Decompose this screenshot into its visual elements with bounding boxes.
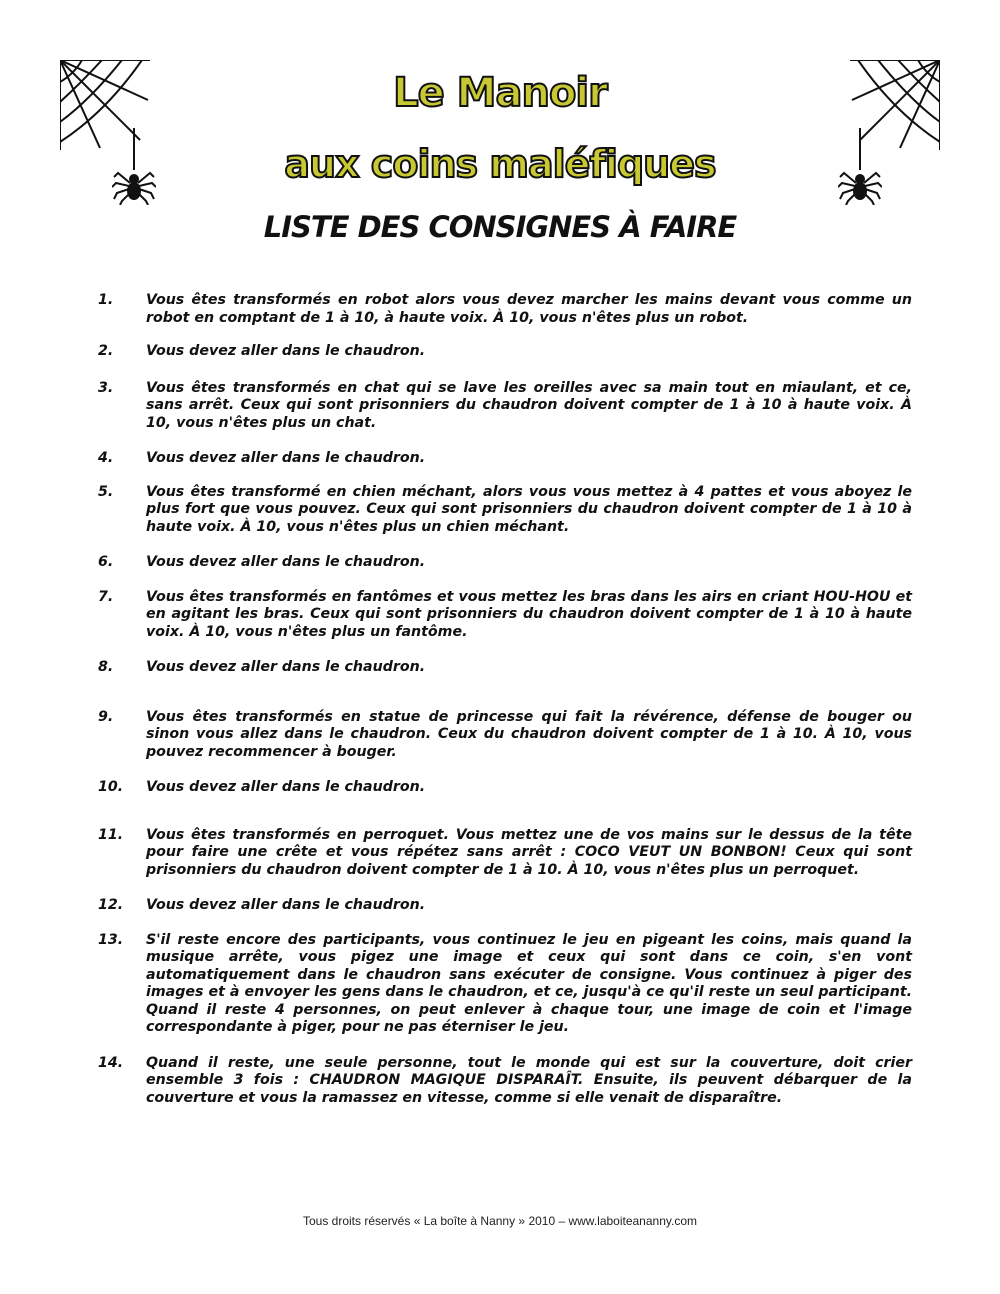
instruction-item-13: [98, 932, 912, 1037]
instruction-item-2: [98, 343, 912, 361]
instruction-item-6: [98, 554, 912, 572]
item-text: Vous devez aller dans le chaudron.: [146, 659, 426, 675]
item-number: 7.: [98, 588, 114, 605]
instruction-item-11: [98, 827, 912, 880]
page-subtitle: LISTE DES CONSIGNES À FAIRE: [263, 210, 737, 244]
item-number: 8.: [98, 659, 114, 675]
item-text: Vous êtes transformés en fantômes et vous mettez les bras dans les airs en criant HOU-HOU et en agitant les bras. Ceux qui sont prisonniers du chaudron doivent compter de 1 à 10 à haute voix. À 10, vous n'êtes plus un fantôme.: [146, 588, 912, 640]
instruction-list: [98, 292, 912, 1107]
item-number: 14.: [98, 1054, 124, 1071]
item-number: 3.: [98, 379, 114, 396]
title-line-1: Le Manoir: [393, 70, 607, 116]
title-line-2: aux coins maléfiques: [284, 142, 716, 186]
item-text: Vous devez aller dans le chaudron.: [146, 897, 426, 913]
item-number: 13.: [98, 931, 124, 948]
item-number: 2.: [98, 343, 114, 359]
item-number: 10.: [98, 779, 124, 795]
footer-copyright: Tous droits réservés « La boîte à Nanny » 2010 – www.laboiteananny.com: [302, 1214, 697, 1228]
instruction-item-14: [98, 1055, 912, 1108]
item-text: Vous êtes transformés en statue de princesse qui fait la révérence, défense de bouger ou sinon vous allez dans le chaudron. Ceux du chaudron doivent compter de 1 à 10. À 10, vous pouvez recommencer à bouger.: [146, 708, 912, 760]
item-text: Vous devez aller dans le chaudron.: [146, 343, 426, 359]
instruction-item-9: [98, 709, 912, 762]
item-number: 11.: [98, 826, 124, 843]
item-number: 12.: [98, 897, 124, 913]
instruction-item-4: [98, 450, 912, 468]
item-number: 9.: [98, 708, 114, 725]
item-number: 6.: [98, 554, 114, 570]
item-text: Vous devez aller dans le chaudron.: [146, 450, 426, 466]
instruction-item-1: [98, 292, 912, 327]
item-text: Vous devez aller dans le chaudron.: [146, 554, 426, 570]
item-text: Vous êtes transformés en chat qui se lave les oreilles avec sa main tout en miaulant, et ce, sans arrêt. Ceux qui sont prisonniers du chaudron doivent compter de 1 à 10 à haute voix. À 10, vous n'êtes plus un chat.: [146, 379, 912, 431]
item-number: 4.: [98, 450, 114, 466]
item-text: Vous êtes transformé en chien méchant, alors vous vous mettez à 4 pattes et vous aboyez le plus fort que vous pouvez. Ceux qui sont prisonniers du chaudron doivent compter de 1 à 10 à haute voix. À 10, vous n'êtes plus un chien méchant.: [146, 483, 912, 535]
instruction-item-10: [98, 779, 912, 797]
item-text: Quand il reste, une seule personne, tout le monde qui est sur la couverture, doit crier ensemble 3 fois : CHAUDRON MAGIQUE DISPARAÎT. Ensuite, ils peuvent débarquer de la couverture et vous la ramassez en vitesse, comme si elle venait de disparaître.: [146, 1054, 912, 1106]
instruction-item-8: [98, 659, 912, 677]
item-text: S'il reste encore des participants, vous continuez le jeu en pigeant les coins, mais quand la musique arrête, vous pigez une image et ceux qui sont dans ce coin, s'en vont automatiquement dans le chaudron sans exécuter de consigne. Vous continuez à piger des images et à envoyer les gens dans le chaudron, et ce, jusqu'à ce qu'il reste un seul participant. Quand il reste 4 personnes, on peut enlever à chaque tour, une image de coin et l'image correspondante à piger, pour ne pas éterniser le jeu.: [146, 931, 912, 1035]
instruction-item-5: [98, 484, 912, 537]
item-text: Vous êtes transformés en robot alors vous devez marcher les mains devant vous comme un robot en comptant de 1 à 10, à haute voix. À 10, vous n'êtes plus un robot.: [146, 292, 912, 326]
item-text: Vous êtes transformés en perroquet. Vous mettez une de vos mains sur le dessus de la tête pour faire une crête et vous répétez sans arrêt : COCO VEUT UN BONBON! Ceux qui sont prisonniers du chaudron doivent compter de 1 à 10. À 10, vous n'êtes plus un perroquet.: [146, 826, 912, 878]
item-number: 5.: [98, 483, 114, 500]
instruction-item-7: [98, 589, 912, 642]
item-number: 1.: [98, 292, 114, 308]
item-text: Vous devez aller dans le chaudron.: [146, 779, 426, 795]
instruction-item-3: [98, 380, 912, 433]
instruction-item-12: [98, 897, 912, 915]
